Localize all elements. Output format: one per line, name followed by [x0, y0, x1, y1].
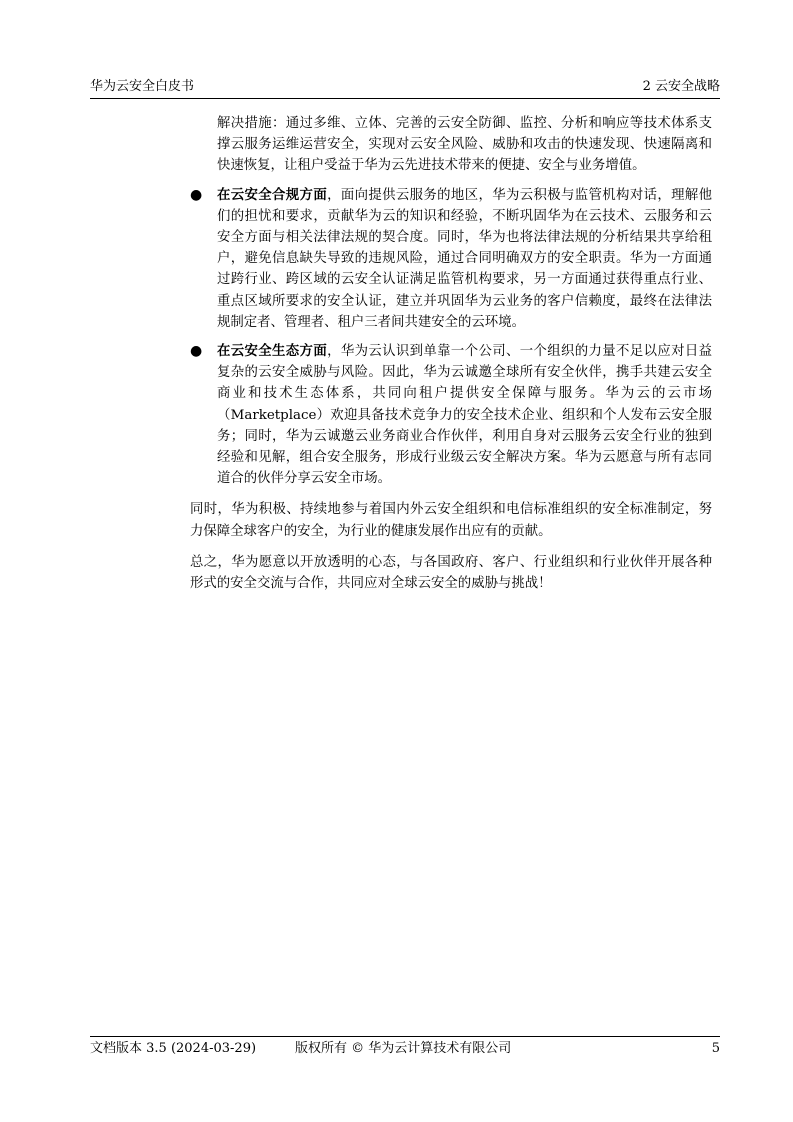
bullet-text: ，面向提供云服务的地区，华为云积极与监管机构对话，理解他们的担忧和要求，贡献华为云的知识和经验，不断巩固华为在云技术、云服务和云安全方面与相关法律法规的契合度。同时，华为也将法律法规的分析结果共享给租户，避免信息缺失导致的违规风险，通过合同明确双方的安全职责。华为一方面通过跨行业、跨区域的云安全认证满足监管机构要求，另一方面通过获得重点行业、重点区域所要求的安全认证，建立并巩固华为云业务的客户信赖度，最终在法律法规制定者、管理者、租户三者间共建安全的云环境。	[217, 187, 713, 330]
bullet-dot: ●	[190, 186, 203, 203]
footer-version: 文档版本 3.5 (2024-03-29)	[90, 1041, 257, 1056]
main-content	[190, 113, 712, 594]
page-footer	[90, 1036, 720, 1059]
bullet-lead: 在云安全合规方面	[217, 186, 328, 203]
footer-page-number: 5	[711, 1041, 720, 1056]
page-header	[90, 76, 720, 99]
paragraph-summary: 总之，华为愿意以开放透明的心态，与各国政府、客户、行业组织和行业伙伴开展各种形式的安全交流与合作，共同应对全球云安全的威胁与挑战！	[190, 554, 712, 592]
bullet-dot: ●	[190, 343, 203, 360]
bullet-item-ecosystem	[190, 341, 713, 489]
bullet-text: ，华为云认识到单靠一个公司、一个组织的力量不足以应对日益复杂的云安全威胁与风险。因此，华为云诚邀全球所有安全伙伴，携手共建云安全商业和技术生态体系，共同向租户提供安全保障与服务。华为云的云市场（Marketplace）欢迎具备技术竞争力的安全技术企业、组织和个人发布云安全服务；同时，华为云诚邀云业务商业合作伙伴，利用自身对云服务云安全行业的独到经验和见解，组合安全服务，形成行业级云安全解决方案。华为云愿意与所有志同道合的伙伴分享云安全市场。	[217, 344, 713, 487]
continued-paragraph: 解决措施：通过多维、立体、完善的云安全防御、监控、分析和响应等技术体系支撑云服务运维运营安全，实现对云安全风险、威胁和攻击的快速发现、快速隔离和快速恢复，让租户受益于华为云先进技术带来的便捷、安全与业务增值。	[217, 116, 712, 174]
bullet-lead: 在云安全生态方面	[217, 343, 328, 360]
header-chapter: 2 云安全战略	[642, 79, 720, 94]
bullet-item-compliance	[190, 185, 713, 333]
footer-copyright: 版权所有 © 华为云计算技术有限公司	[295, 1041, 512, 1056]
paragraph-standards: 同时，华为积极、持续地参与着国内外云安全组织和电信标准组织的安全标准制定，努力保障全球客户的安全，为行业的健康发展作出应有的贡献。	[190, 502, 712, 539]
header-doc-title: 华为云安全白皮书	[90, 79, 195, 94]
